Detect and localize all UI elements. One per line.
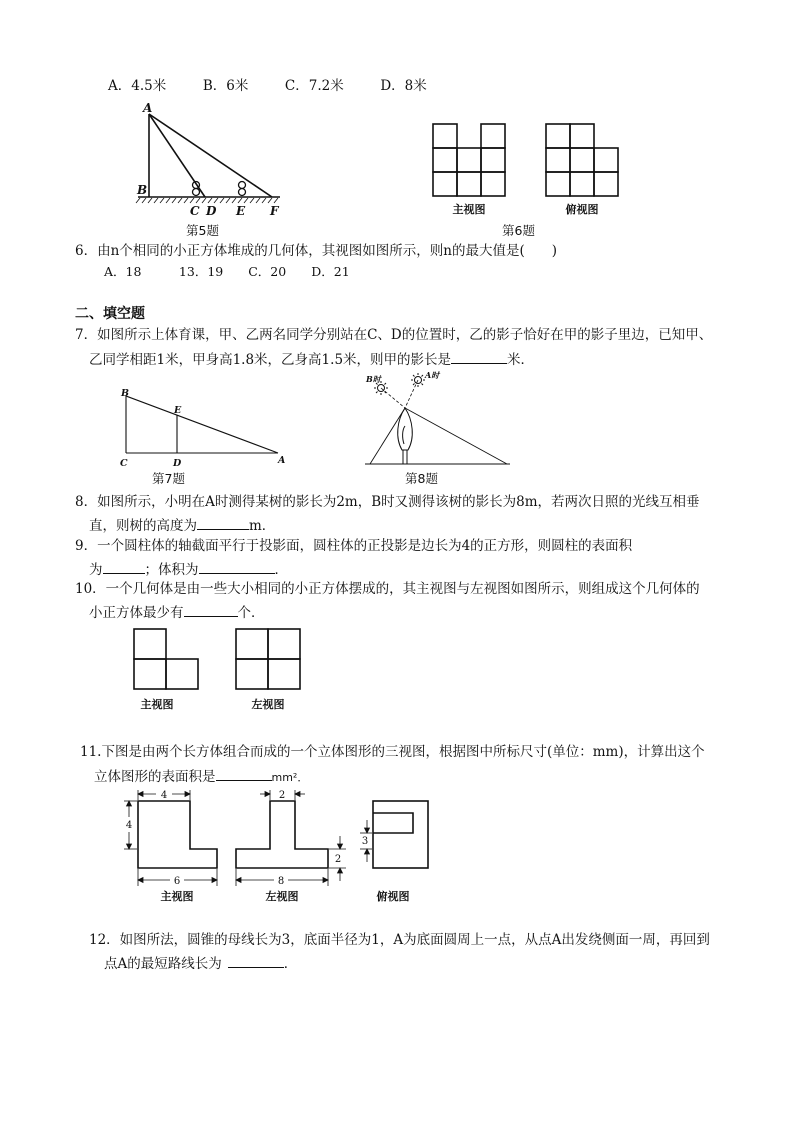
label-sun-b: B时: [366, 374, 381, 384]
q5-caption: 第5题: [186, 223, 219, 238]
q11-side-label: 左视图: [265, 890, 299, 903]
q7-line2-post: 米．: [507, 352, 535, 368]
q7-caption: 第7题: [152, 471, 185, 486]
q9-line2-mid: ；体积为: [144, 562, 199, 578]
q11-front-bottom-dim: 6: [173, 876, 181, 887]
q12-line2: [104, 956, 297, 972]
q10-left-label: 左视图: [251, 698, 285, 711]
q5-option-b: B．6米: [202, 78, 249, 94]
q6-top-view: [545, 122, 620, 220]
q11-side-view: [230, 786, 360, 906]
q6-caption: 第6题: [502, 223, 535, 238]
q7-line1: 7．如图所示上体育课，甲、乙两名同学分别站在C、D的位置时，乙的影子恰好在甲的影子里边，已知甲、: [75, 327, 713, 343]
q7-figure: [116, 385, 291, 473]
q9-line2-post: ．: [274, 562, 288, 578]
q11-line2-pre: 立体图形的表面积是: [94, 769, 216, 785]
section-heading: 二、填空题: [75, 306, 145, 322]
label-B7: B: [121, 388, 130, 399]
q11-unit: mm²．: [271, 771, 309, 784]
q10-line2-post: 个．: [237, 605, 265, 621]
q10-left-view: [235, 627, 305, 715]
q12-line2-post: ．: [283, 956, 298, 972]
label-D: D: [206, 204, 217, 218]
q9-line2-pre: 为: [89, 562, 103, 578]
q11-top-label: 俯视图: [376, 890, 410, 903]
q10-line2: [89, 605, 265, 621]
q11-side-right-dim: 2: [334, 854, 342, 865]
q7-answer-blank[interactable]: [451, 352, 507, 364]
q10-line1: 10．一个几何体是由一些大小相同的小正方体摆成的，其主视图与左视图如图所示，则组成这个几何体的: [75, 581, 700, 597]
q11-front-view: [120, 786, 230, 906]
q6-text: 6．由n个相同的小正方体堆成的几何体，其视图如图所示，则n的最大值是( ): [75, 243, 558, 259]
q8-line2-pre: 直，则树的高度为: [89, 518, 197, 534]
label-F: F: [270, 204, 279, 218]
label-C7: C: [120, 458, 128, 469]
q8-figure: [360, 368, 515, 470]
person-e-icon: [239, 182, 246, 196]
q7-line2: [89, 352, 534, 368]
q6-front-label: 主视图: [452, 203, 486, 216]
label-D7: D: [173, 458, 182, 469]
q5-option-a: A．4.5米: [108, 78, 167, 94]
label-A: A: [143, 101, 153, 115]
q10-front-view: [133, 627, 203, 715]
q5-option-c: C．7.2米: [284, 78, 344, 94]
q12-line1: 12．如图所法，圆锥的母线长为3，底面半径为1，A为底面圆周上一点，从点A出发绕侧面一周，再回到: [89, 932, 710, 948]
q8-caption: 第8题: [405, 471, 438, 486]
q11-top-left-dim: 3: [361, 836, 369, 847]
q11-front-top-dim: 4: [160, 790, 168, 801]
q10-front-label: 主视图: [140, 698, 174, 711]
label-B: B: [137, 183, 148, 197]
q8-line1: 8．如图所示，小明在A时测得某树的影长为2m，B时又测得该树的影长为8m，若两次日照的光线互相垂: [75, 494, 700, 510]
q9-line2: [89, 562, 288, 578]
q12-line2-pre: 点A的最短路线长为: [104, 956, 222, 972]
q9-volume-blank[interactable]: [199, 562, 275, 574]
q11-answer-blank[interactable]: [216, 769, 272, 781]
q11-line1: 11.下图是由两个长方体组合而成的一个立体图形的三视图，根据图中所标尺寸(单位：mm)，计算出这个: [80, 744, 705, 760]
label-sun-a: A时: [425, 370, 440, 380]
label-E7: E: [174, 405, 182, 416]
q10-line2-pre: 小正方体最少有: [89, 605, 184, 621]
label-E: E: [236, 204, 246, 218]
q11-side-top-dim: 2: [278, 790, 286, 801]
q5-option-d: D．8米: [380, 78, 427, 94]
q12-answer-blank[interactable]: [228, 956, 284, 968]
q5-figure: [130, 100, 290, 225]
q6-top-label: 俯视图: [565, 203, 599, 216]
q10-answer-blank[interactable]: [184, 605, 238, 617]
q5-options: [108, 80, 427, 94]
q11-front-label: 主视图: [160, 890, 194, 903]
q9-area-blank[interactable]: [103, 562, 145, 574]
q6-options: A．18 13．19 C．20 D．21: [104, 264, 350, 279]
q7-line2-pre: 乙同学相距1米，甲身高1.8米，乙身高1.5米，则甲的影长是: [89, 352, 452, 368]
q9-line1: 9．一个圆柱体的轴截面平行于投影面，圆柱体的正投影是边长为4的正方形，则圆柱的表面积: [75, 538, 633, 554]
q11-top-view: [355, 786, 445, 906]
q11-front-left-dim: 4: [125, 820, 133, 831]
label-A7: A: [278, 455, 286, 466]
q8-line2: [89, 518, 275, 534]
q11-side-bottom-dim: 8: [277, 876, 285, 887]
q11-line2: [94, 769, 308, 785]
q6-front-view: [432, 122, 507, 220]
q8-line2-post: m．: [249, 518, 276, 534]
label-C: C: [190, 204, 200, 218]
q8-answer-blank[interactable]: [197, 518, 249, 530]
